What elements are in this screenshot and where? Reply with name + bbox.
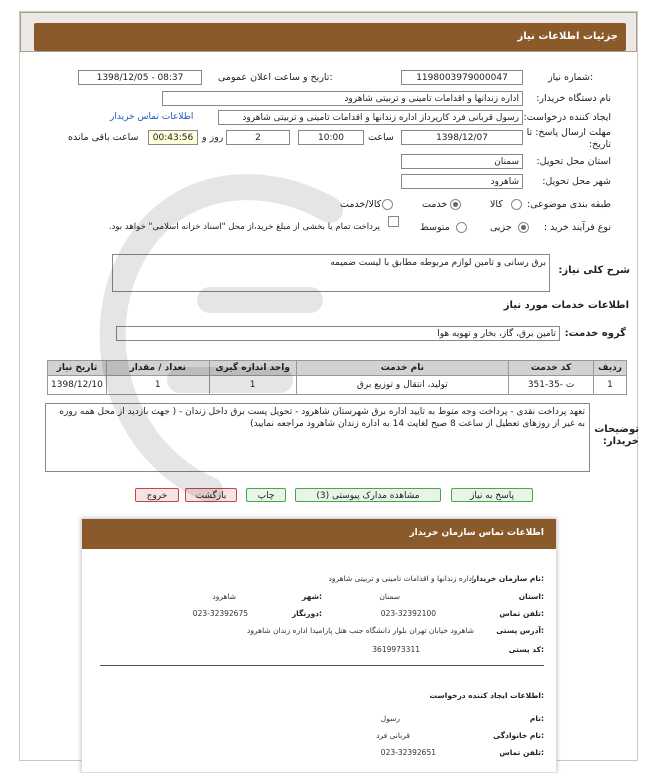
remaining-days-label: روز و bbox=[202, 132, 224, 143]
contact-card-header bbox=[82, 519, 556, 549]
requester-label: ایجاد کننده درخواست: bbox=[523, 112, 611, 123]
address-label-card: آدرس پستی: bbox=[496, 626, 544, 635]
row-unit: 1 bbox=[209, 376, 296, 395]
org-name-value: اداره زندانها و اقدامات تامینی و تربیتی شاهرود bbox=[328, 574, 474, 583]
remaining-time-field: 00:43:56 bbox=[148, 130, 198, 145]
buyer-org-label: نام دستگاه خریدار: bbox=[536, 93, 611, 104]
category-radio-goods[interactable] bbox=[511, 199, 522, 210]
col-unit: واحد اندازه گیری bbox=[209, 361, 296, 376]
contact-card-title: اطلاعات تماس سازمان خریدار bbox=[409, 528, 544, 538]
process-radio-medium[interactable] bbox=[456, 222, 467, 233]
row-service-name: تولید، انتقال و توزیع برق bbox=[296, 376, 509, 395]
reply-button[interactable]: پاسخ به نیاز bbox=[451, 488, 533, 502]
table-row bbox=[48, 376, 627, 395]
col-need-date: تاریخ نیاز bbox=[48, 361, 107, 376]
process-radio-minor[interactable] bbox=[518, 222, 529, 233]
back-button[interactable]: بازگشت bbox=[185, 488, 237, 502]
print-button[interactable]: چاپ bbox=[246, 488, 286, 502]
header-bar bbox=[34, 23, 626, 51]
announce-datetime-label: تاریخ و ساعت اعلان عمومی: bbox=[218, 72, 333, 83]
postal-label-card: کد پستی: bbox=[508, 645, 544, 654]
city-label-card: شهر: bbox=[302, 592, 322, 601]
province-label-card: استان: bbox=[518, 592, 544, 601]
row-quantity: 1 bbox=[106, 376, 209, 395]
view-docs-button[interactable]: مشاهده مدارک پیوستی (3) bbox=[295, 488, 441, 502]
city-value-card: شاهرود bbox=[212, 592, 236, 601]
page-header bbox=[20, 12, 637, 52]
category-label: طبقه بندی موضوعی: bbox=[526, 199, 611, 210]
col-quantity: تعداد / مقدار bbox=[106, 361, 209, 376]
creator-info-title: اطلاعات ایجاد کننده درخواست: bbox=[429, 691, 544, 700]
buyer-org-field: اداره زندانها و اقدامات تامینی و تربیتی شاهرود bbox=[162, 91, 523, 106]
phone-value-card: 023-32392100 bbox=[380, 609, 436, 618]
buyer-notes-label: توضیحات خریدار: bbox=[594, 424, 639, 447]
summary-label: شرح کلی نیاز: bbox=[558, 265, 630, 276]
city-field: شاهرود bbox=[401, 174, 523, 189]
creator-phone-value: 023-32392651 bbox=[380, 748, 436, 757]
province-value-card: سمنان bbox=[379, 592, 400, 601]
card-divider bbox=[100, 665, 544, 666]
deadline-time-label: ساعت bbox=[368, 132, 394, 143]
creator-family-value: قربانی فرد bbox=[376, 731, 410, 740]
city-label: شهر محل تحویل: bbox=[542, 176, 611, 187]
phone-label-card: تلفن تماس: bbox=[499, 609, 544, 618]
category-radio-service[interactable] bbox=[450, 199, 461, 210]
process-option-minor: جزیی bbox=[490, 222, 512, 233]
services-section-title: اطلاعات خدمات مورد نیاز bbox=[503, 300, 629, 311]
deadline-time-field: 10:00 bbox=[298, 130, 364, 145]
announce-datetime-field: 1398/12/05 - 08:37 bbox=[78, 70, 202, 85]
buyer-contact-link[interactable]: اطلاعات تماس خریدار bbox=[110, 112, 194, 122]
address-value-card: شاهرود خیابان تهران بلوار دانشگاه جنب هتل پارامیدا اداره زندان شاهرود bbox=[247, 626, 474, 635]
service-group-label: گروه خدمت: bbox=[564, 328, 626, 339]
creator-name-value: رسول bbox=[380, 714, 400, 723]
treasury-checkbox[interactable] bbox=[388, 216, 399, 227]
category-option-service: خدمت bbox=[422, 199, 448, 210]
services-table bbox=[47, 360, 627, 395]
category-option-goods-service: کالا/خدمت bbox=[340, 199, 382, 210]
process-label: نوع فرآیند خرید : bbox=[543, 222, 611, 233]
services-table-header bbox=[48, 361, 627, 376]
buyer-contact-card bbox=[81, 518, 557, 773]
process-option-medium: متوسط bbox=[420, 222, 450, 233]
creator-name-label: نام: bbox=[529, 714, 544, 723]
service-group-field: تامین برق، گاز، بخار و تهویه هوا bbox=[116, 326, 560, 341]
col-service-name: نام خدمت bbox=[296, 361, 509, 376]
treasury-text: پرداخت تمام یا بخشی از مبلغ خرید،از محل "اسناد خزانه اسلامی" خواهد بود. bbox=[108, 222, 380, 232]
creator-phone-label: تلفن تماس: bbox=[499, 748, 544, 757]
category-option-goods: کالا bbox=[490, 199, 503, 210]
summary-field: برق رسانی و تامین لوازم مربوطه مطابق با لیست ضمیمه bbox=[112, 254, 550, 292]
row-need-date: 1398/12/10 bbox=[48, 376, 107, 395]
province-label: استان محل تحویل: bbox=[536, 156, 611, 167]
deadline-label: مهلت ارسال پاسخ: تا تاریخ: bbox=[526, 127, 611, 150]
remaining-days-field: 2 bbox=[226, 130, 290, 145]
need-number-field: 1198003979000047 bbox=[401, 70, 523, 85]
exit-button[interactable]: خروج bbox=[135, 488, 179, 502]
creator-family-label: نام خانوادگی: bbox=[493, 731, 544, 740]
row-number: 1 bbox=[594, 376, 627, 395]
province-field: سمنان bbox=[401, 154, 523, 169]
row-service-code: ت -35-351 bbox=[509, 376, 594, 395]
category-radio-goods-service[interactable] bbox=[382, 199, 393, 210]
postal-value-card: 3619973311 bbox=[372, 645, 420, 654]
fax-value-card: 023-32392675 bbox=[192, 609, 248, 618]
col-row: ردیف bbox=[594, 361, 627, 376]
deadline-date-field: 1398/12/07 bbox=[401, 130, 523, 145]
col-service-code: کد خدمت bbox=[509, 361, 594, 376]
need-number-label: شماره نیاز: bbox=[548, 72, 594, 83]
requester-field: رسول قربانی فرد کارپرداز اداره زندانها و اقدامات تامینی و تربیتی شاهرود bbox=[218, 110, 523, 125]
org-name-label: نام سازمان خریدار: bbox=[472, 574, 544, 583]
buyer-notes-field: تعهد پرداخت نقدی - پرداخت وجه منوط به تایید اداره برق شهرستان شاهرود - تحویل پست برق داخل زندان - ( جهت بازدید از محل همه روزه به غیر از روزهای تعطیل از ساعت 8 صبح لغایت 14 به اداره زندان شاهرود مراجعه نمایید) bbox=[45, 403, 590, 472]
remaining-time-label: ساعت باقی مانده bbox=[68, 132, 139, 143]
page-title: جزئیات اطلاعات نیاز bbox=[517, 31, 618, 42]
fax-label-card: دورنگار: bbox=[291, 609, 322, 618]
